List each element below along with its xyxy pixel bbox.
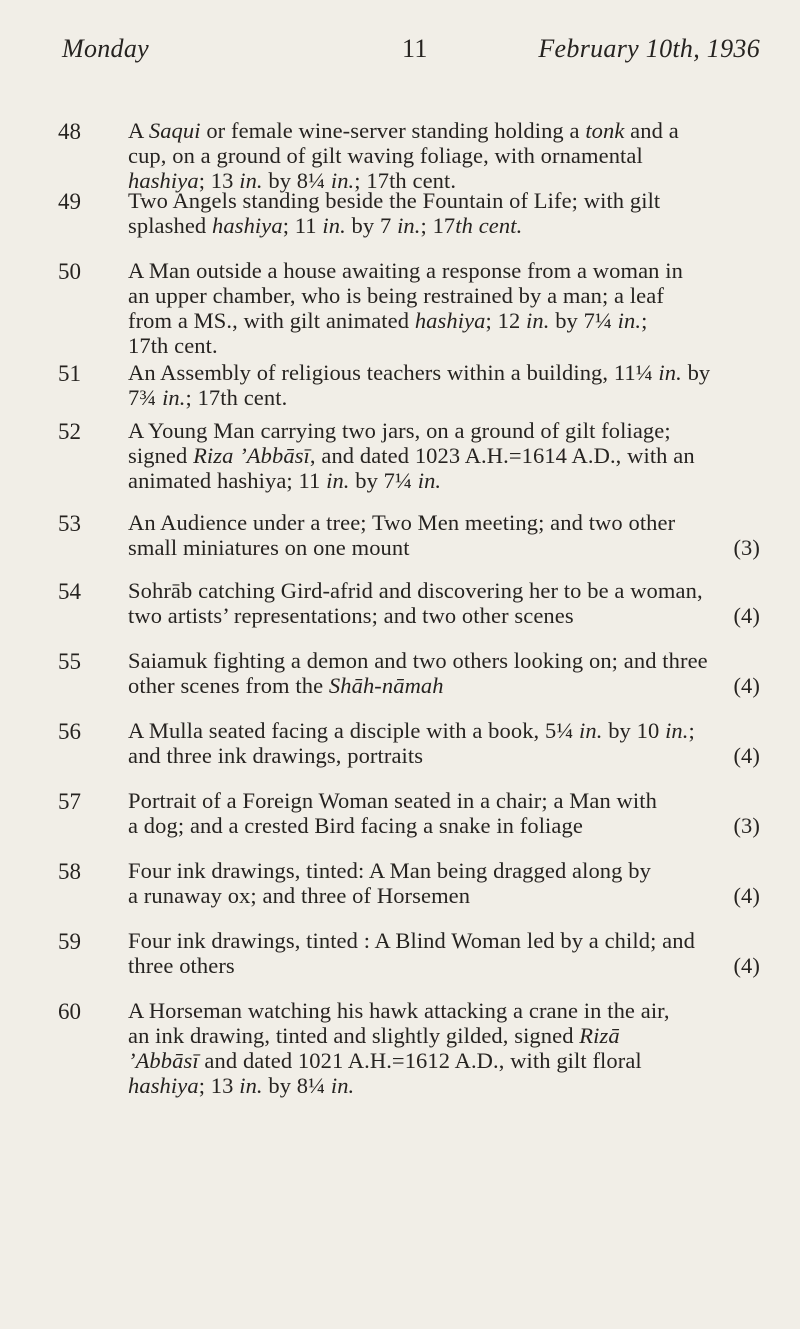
lot-number: 52 <box>58 419 81 444</box>
description-line: Saiamuk fighting a demon and two others looking on; and three <box>128 648 708 673</box>
header-date: February 10th, 1936 <box>538 34 760 63</box>
running-head <box>62 34 760 74</box>
description-line: a dog; and a crested Bird facing a snake in foliage (3) <box>128 813 760 838</box>
description-line: splashed hashiya; 11 in. by 7 in.; 17th cent. <box>128 213 523 238</box>
lot-description <box>128 418 760 493</box>
header-page-number: 11 <box>402 34 428 63</box>
lot-description <box>128 258 760 358</box>
lot-description <box>128 788 760 838</box>
lot-quantity: (3) <box>733 813 760 838</box>
description-line: an upper chamber, who is being restrained by a man; a leaf <box>128 283 664 308</box>
lot-number: 58 <box>58 859 81 884</box>
description-line: A Saqui or female wine-server standing holding a tonk and a <box>128 118 679 143</box>
description-line: other scenes from the Shāh-nāmah (4) <box>128 673 760 698</box>
lot-quantity: (3) <box>733 535 760 560</box>
lot-number: 59 <box>58 929 81 954</box>
description-line: 17th cent. <box>128 333 218 358</box>
description-line: 7¾ in.; 17th cent. <box>128 385 288 410</box>
lot-description <box>128 858 760 908</box>
description-line: a runaway ox; and three of Horsemen (4) <box>128 883 760 908</box>
description-line: A Young Man carrying two jars, on a ground of gilt foliage; <box>128 418 671 443</box>
description-line: cup, on a ground of gilt waving foliage, with ornamental <box>128 143 643 168</box>
description-line: two artists’ representations; and two other scenes (4) <box>128 603 760 628</box>
lot-quantity: (4) <box>733 743 760 768</box>
lot-quantity: (4) <box>733 603 760 628</box>
description-line: ’Abbāsī and dated 1021 A.H.=1612 A.D., with gilt floral <box>128 1048 642 1073</box>
lot-description <box>128 360 760 410</box>
description-line: Portrait of a Foreign Woman seated in a chair; a Man with <box>128 788 657 813</box>
description-line: small miniatures on one mount (3) <box>128 535 760 560</box>
lot-description <box>128 510 760 560</box>
header-day: Monday <box>62 34 149 63</box>
description-line: an ink drawing, tinted and slightly gilded, signed Rizā <box>128 1023 620 1048</box>
description-line: An Assembly of religious teachers within a building, 11¼ in. by <box>128 360 711 385</box>
lot-description <box>128 578 760 628</box>
lot-number: 55 <box>58 649 81 674</box>
lot-description <box>128 118 760 193</box>
lot-number: 48 <box>58 119 81 144</box>
lot-description <box>128 998 760 1098</box>
description-line: signed Riza ’Abbāsī, and dated 1023 A.H.=1614 A.D., with an <box>128 443 695 468</box>
lot-number: 50 <box>58 259 81 284</box>
lot-number: 51 <box>58 361 81 386</box>
description-line: A Horseman watching his hawk attacking a crane in the air, <box>128 998 670 1023</box>
description-line: A Man outside a house awaiting a response from a woman in <box>128 258 683 283</box>
lot-number: 60 <box>58 999 81 1024</box>
lot-quantity: (4) <box>733 883 760 908</box>
description-line: Sohrāb catching Gird-afrid and discovering her to be a woman, <box>128 578 703 603</box>
lot-number: 56 <box>58 719 81 744</box>
description-line: A Mulla seated facing a disciple with a book, 5¼ in. by 10 in.; <box>128 718 695 743</box>
lot-number: 54 <box>58 579 81 604</box>
lot-quantity: (4) <box>733 953 760 978</box>
lot-number: 49 <box>58 189 81 214</box>
description-line: Four ink drawings, tinted : A Blind Woman led by a child; and <box>128 928 695 953</box>
lot-description <box>128 718 760 768</box>
description-line: from a MS., with gilt animated hashiya; 12 in. by 7¼ in.; <box>128 308 648 333</box>
lot-description <box>128 928 760 978</box>
lot-description <box>128 188 760 238</box>
lot-number: 57 <box>58 789 81 814</box>
description-line: Four ink drawings, tinted: A Man being dragged along by <box>128 858 651 883</box>
description-line: Two Angels standing beside the Fountain of Life; with gilt <box>128 188 661 213</box>
description-line: and three ink drawings, portraits (4) <box>128 743 760 768</box>
description-line: hashiya; 13 in. by 8¼ in. <box>128 1073 355 1098</box>
lot-description <box>128 648 760 698</box>
description-line: animated hashiya; 11 in. by 7¼ in. <box>128 468 442 493</box>
lot-number: 53 <box>58 511 81 536</box>
description-line: hashiya; 13 in. by 8¼ in.; 17th cent. <box>128 168 457 193</box>
description-line: three others (4) <box>128 953 760 978</box>
description-line: An Audience under a tree; Two Men meeting; and two other <box>128 510 676 535</box>
lot-quantity: (4) <box>733 673 760 698</box>
